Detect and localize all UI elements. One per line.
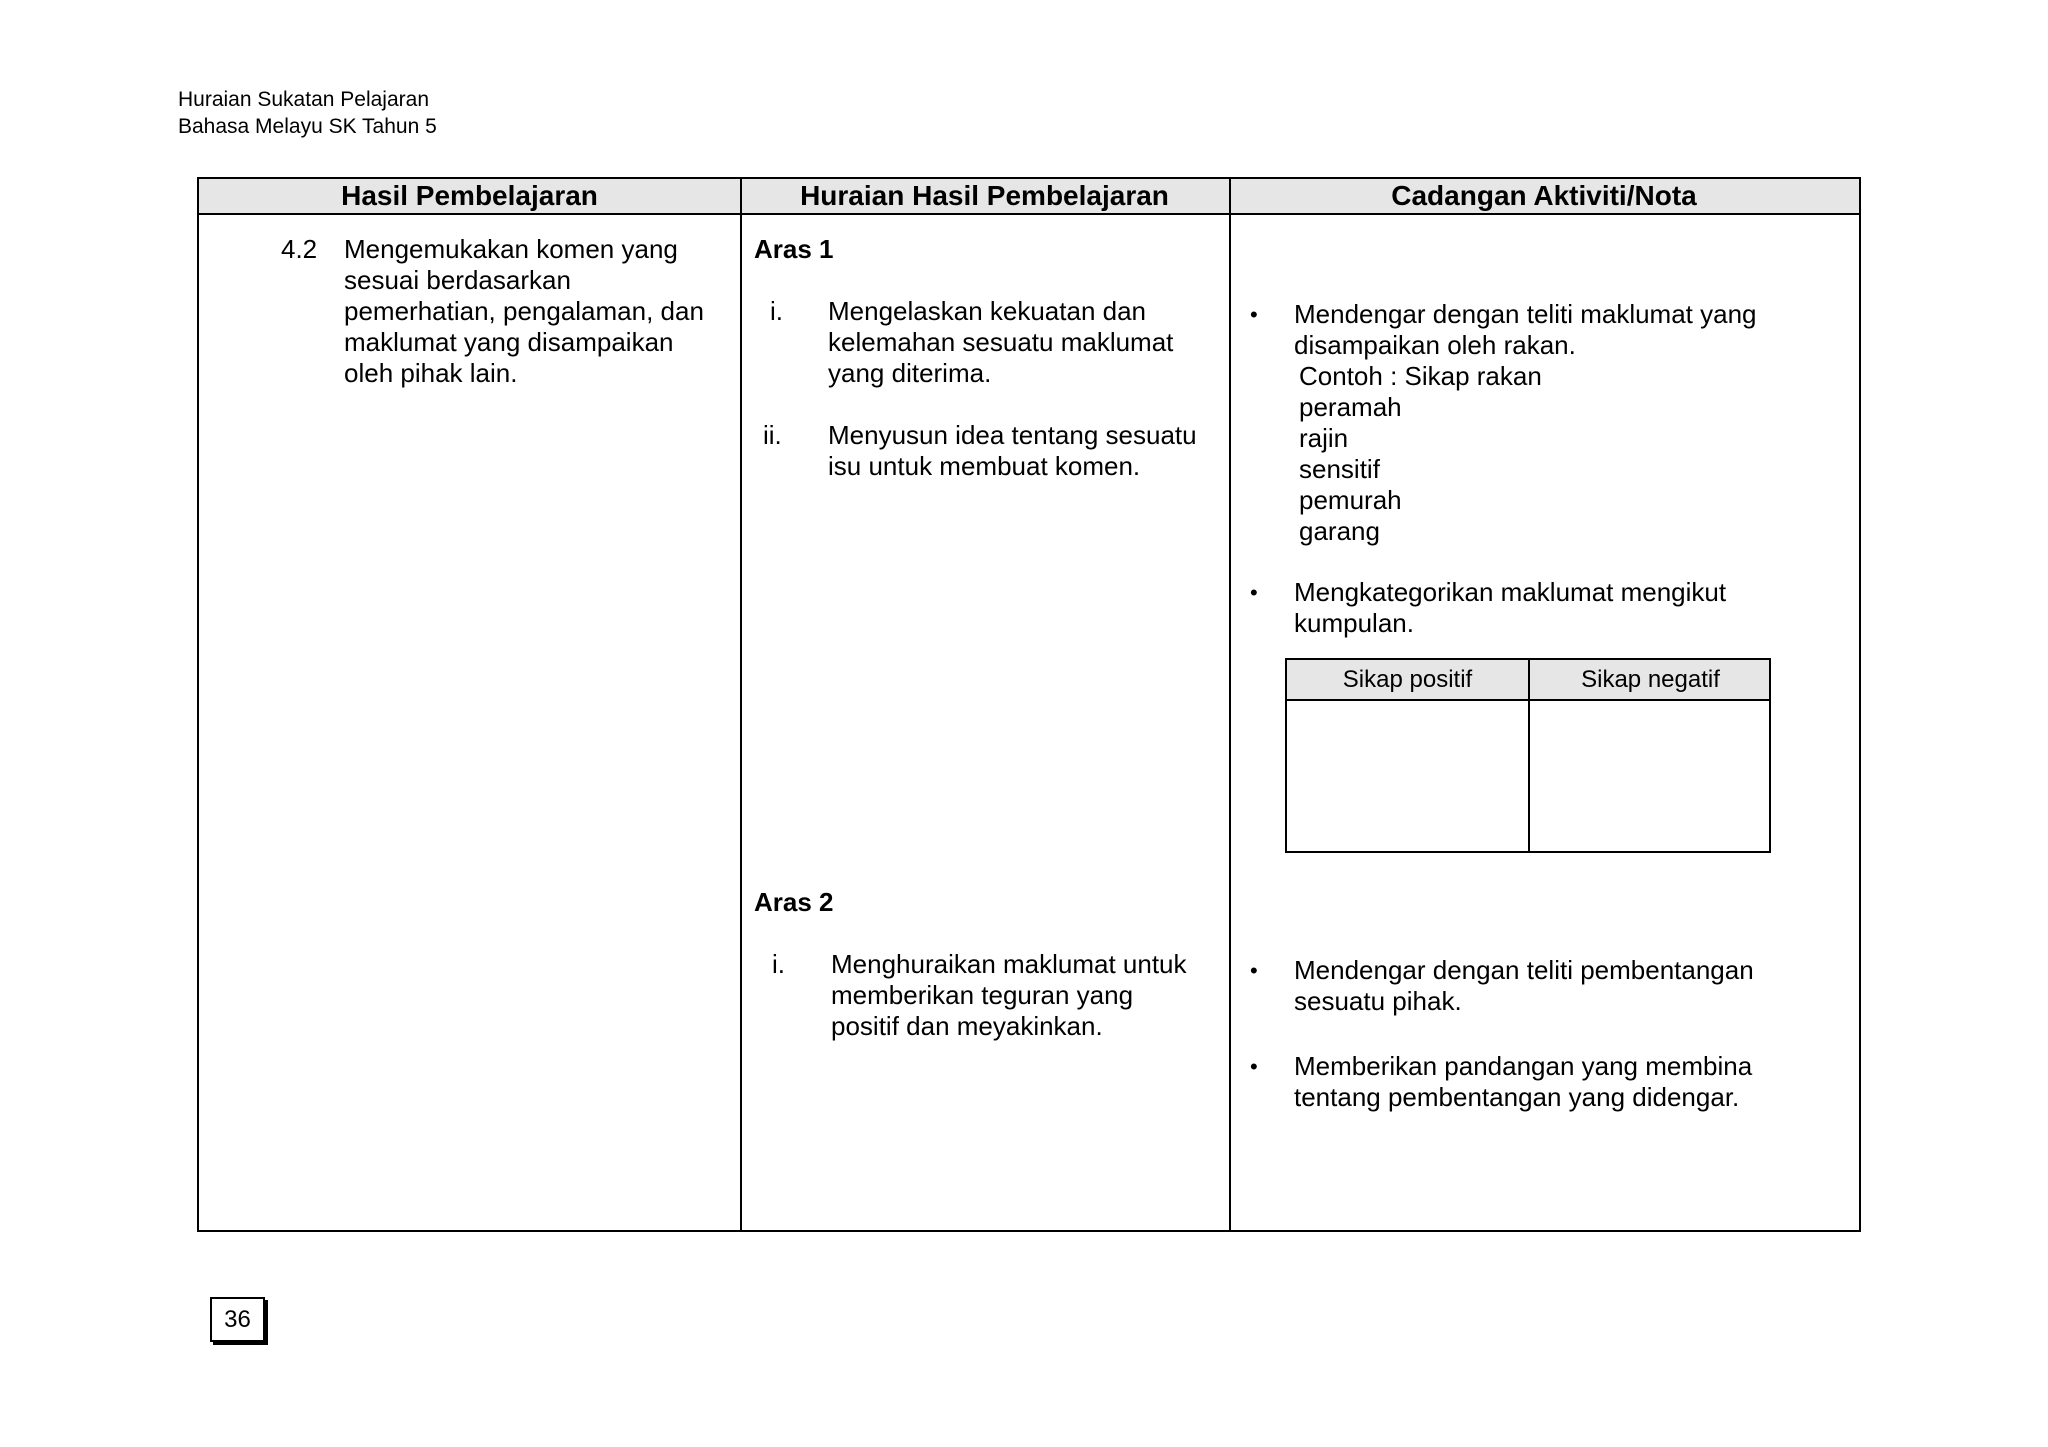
example-line: sensitif	[1299, 454, 1380, 484]
item-line: yang diterima.	[828, 358, 992, 388]
activity-text	[1294, 577, 1854, 639]
header-line-1: Huraian Sukatan Pelajaran	[178, 88, 429, 111]
column-header-cadangan: Cadangan Aktiviti/Nota	[1391, 180, 1697, 211]
table-header-row	[199, 179, 1859, 215]
activity-line: Mendengar dengan teliti pembentangan	[1294, 955, 1754, 985]
example-line: rajin	[1299, 423, 1349, 453]
attitude-table	[1285, 658, 1771, 853]
activity-line: sesuatu pihak.	[1294, 986, 1462, 1016]
item-line: isu untuk membuat komen.	[828, 451, 1141, 481]
attitude-table-divider	[1528, 660, 1530, 851]
attitude-negative-header: Sikap negatif	[1581, 666, 1720, 693]
aras-1-item-text	[828, 296, 1223, 389]
bullet-icon: •	[1250, 302, 1258, 327]
item-line: Mengelaskan kekuatan dan	[828, 296, 1147, 326]
item-line: positif dan meyakinkan.	[831, 1011, 1103, 1041]
example-line: pemurah	[1299, 485, 1402, 515]
activity-line: Memberikan pandangan yang membina	[1294, 1051, 1753, 1081]
aras-1-title: Aras 1	[754, 234, 834, 264]
activity-text	[1294, 299, 1854, 361]
outcome-text	[344, 234, 739, 389]
outcome-number: 4.2	[281, 234, 318, 264]
item-line: kelemahan sesuatu maklumat	[828, 327, 1174, 357]
header-line-2: Bahasa Melayu SK Tahun 5	[178, 115, 437, 138]
aras-1-item-text	[828, 420, 1223, 482]
column-header-huraian: Huraian Hasil Pembelajaran	[800, 180, 1169, 211]
page-number: 36	[210, 1297, 265, 1342]
activity-line: Mengkategorikan maklumat mengikut	[1294, 577, 1727, 607]
outcome-line: sesuai berdasarkan	[344, 265, 571, 295]
example-line: Contoh : Sikap rakan	[1299, 361, 1542, 391]
bullet-icon: •	[1250, 1054, 1258, 1079]
bullet-icon: •	[1250, 580, 1258, 605]
activity-line: disampaikan oleh rakan.	[1294, 330, 1576, 360]
item-line: Menyusun idea tentang sesuatu	[828, 420, 1197, 450]
page-header	[178, 86, 437, 140]
column-header-hasil: Hasil Pembelajaran	[341, 180, 598, 211]
aras-1-item-number: i.	[770, 296, 783, 326]
outcome-line: oleh pihak lain.	[344, 358, 518, 388]
example-line: garang	[1299, 516, 1380, 546]
aras-2-item-number: i.	[772, 949, 785, 979]
outcome-line: maklumat yang disampaikan	[344, 327, 674, 357]
aras-1-item-number: ii.	[763, 420, 782, 450]
column-divider	[740, 179, 742, 1230]
outcome-line: pemerhatian, pengalaman, dan	[344, 296, 704, 326]
aras-2-title: Aras 2	[754, 887, 834, 917]
activity-line: Mendengar dengan teliti maklumat yang	[1294, 299, 1757, 329]
activity-text	[1294, 1051, 1854, 1113]
item-line: memberikan teguran yang	[831, 980, 1134, 1010]
main-table	[197, 177, 1861, 1232]
item-line: Menghuraikan maklumat untuk	[831, 949, 1187, 979]
outcome-line: Mengemukakan komen yang	[344, 234, 678, 264]
activity-text	[1294, 955, 1854, 1017]
attitude-positive-header: Sikap positif	[1342, 666, 1473, 693]
column-divider	[1229, 179, 1231, 1230]
example-list	[1299, 361, 1859, 547]
activity-line: kumpulan.	[1294, 608, 1414, 638]
example-line: peramah	[1299, 392, 1402, 422]
bullet-icon: •	[1250, 958, 1258, 983]
aras-2-item-text	[831, 949, 1226, 1042]
activity-line: tentang pembentangan yang didengar.	[1294, 1082, 1740, 1112]
